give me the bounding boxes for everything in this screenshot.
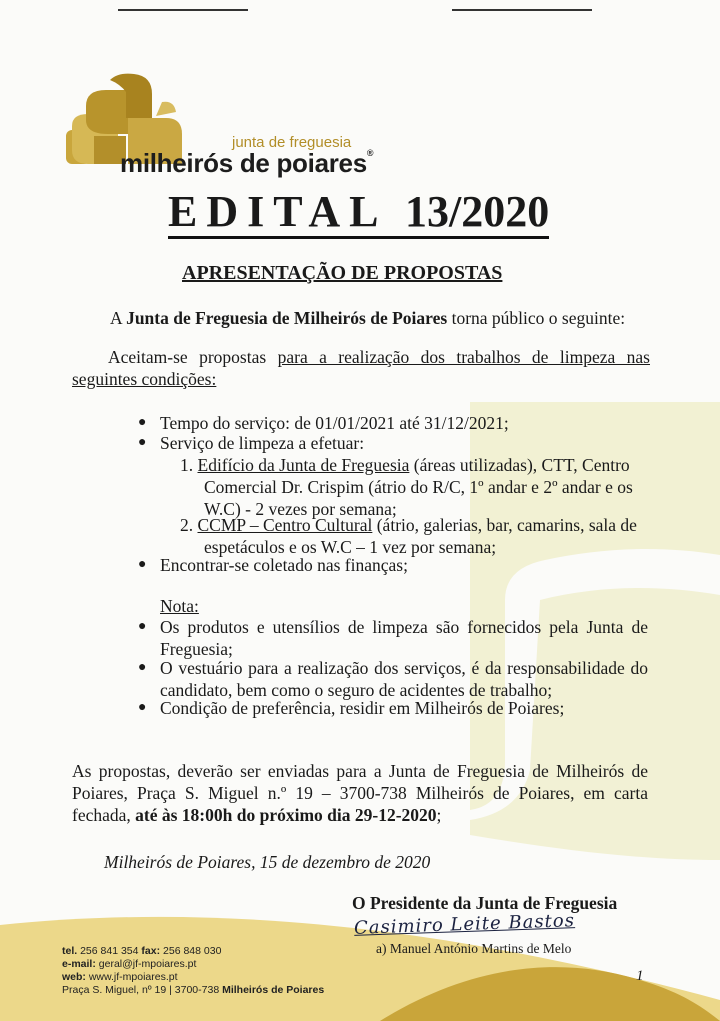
nota-item-1-line-1: Os produtos e utensílios de limpeza são fornecidos pela Junta de <box>160 617 648 637</box>
bullet-service-text: Serviço de limpeza a efetuar: <box>160 433 365 453</box>
bullet-service <box>138 432 365 454</box>
place-date: Milheirós de Poiares, 15 de dezembro de 2020 <box>104 852 431 872</box>
scan-mark-right <box>452 9 592 11</box>
propostas-paragraph <box>72 760 648 826</box>
propostas-line-3 <box>72 804 648 826</box>
bullet-finance <box>138 554 408 576</box>
bullet-dot: ● <box>138 415 147 430</box>
propostas-line-2: Poiares, Praça S. Miguel n.º 19 – 3700-738 Milheirós de Poiares, em carta <box>72 783 648 803</box>
logo-line-2 <box>120 148 373 179</box>
logo-line-2-text: milheirós de poiares <box>120 148 367 178</box>
footer-email-line <box>62 958 324 971</box>
scan-mark-left <box>118 9 248 11</box>
nota-item-2-line-2: candidato, bem como o seguro de acidentes de trabalho; <box>160 680 553 700</box>
footer-address-line <box>62 984 324 997</box>
footer-web-line <box>62 971 324 984</box>
nota-item-2 <box>138 657 648 701</box>
address-place: Milheirós de Poiares <box>222 984 325 996</box>
fax-label: fax: <box>141 945 161 957</box>
bullet-dot: ● <box>138 660 147 675</box>
conditions-line-2 <box>72 368 650 390</box>
page-number: 1 <box>636 968 644 984</box>
logo-line-1: junta de freguesia <box>232 134 352 151</box>
title-word: EDITAL <box>168 187 386 236</box>
nota-label: Nota: <box>160 596 199 616</box>
address-text: Praça S. Miguel, nº 19 | 3700-738 <box>62 984 223 996</box>
signature-name: a) Manuel António Martins de Melo <box>376 941 572 956</box>
tel-label: tel. <box>62 945 78 957</box>
bullet-finance-text: Encontrar-se coletado nas finanças; <box>160 555 408 575</box>
service-item-2-text: (átrio, galerias, bar, camarins, sala de <box>372 515 637 535</box>
conditions-underlined-1: para a realização dos trabalhos de limpeza nas <box>277 347 650 367</box>
bullet-dot: ● <box>138 435 147 450</box>
handwritten-signature: Casimiro Leite Bastos <box>353 910 576 939</box>
bullet-dot: ● <box>138 700 147 715</box>
nota-item-3-text: Condição de preferência, residir em Milheirós de Poiares; <box>160 698 565 718</box>
propostas-deadline: até às 18:00h do próximo dia 29-12-2020 <box>135 805 437 825</box>
document-subtitle: APRESENTAÇÃO DE PROPOSTAS <box>182 262 503 284</box>
conditions-paragraph <box>72 346 650 390</box>
intro-prefix: A <box>110 308 127 328</box>
service-item-1 <box>180 454 650 520</box>
conditions-underlined-2: seguintes condições: <box>72 369 217 389</box>
propostas-l3a: fechada, <box>72 805 136 825</box>
service-item-1-num: 1. <box>180 455 194 475</box>
intro-bold: Junta de Freguesia de Milheirós de Poiares <box>126 308 448 328</box>
document-title <box>168 188 549 239</box>
service-item-2-place: CCMP – Centro Cultural <box>197 515 373 535</box>
service-item-2 <box>180 514 650 558</box>
propostas-line-1: As propostas, deverão ser enviadas para a Junta de Freguesia de Milheirós de <box>72 761 648 781</box>
nota-item-1 <box>138 616 648 660</box>
web-label: web: <box>62 971 86 983</box>
nota-item-3 <box>138 697 565 719</box>
fax-value: 256 848 030 <box>163 945 222 957</box>
title-number: 13/2020 <box>405 187 550 236</box>
propostas-l3c: ; <box>436 805 442 825</box>
service-item-2-line-2: espetáculos e os W.C – 1 vez por semana; <box>204 537 497 557</box>
bullet-dot: ● <box>138 557 147 572</box>
service-item-1-place: Edifício da Junta de Freguesia <box>197 455 410 475</box>
conditions-line-1 <box>72 346 650 368</box>
bullet-period <box>138 412 509 434</box>
intro-paragraph <box>110 307 625 329</box>
intro-suffix: torna público o seguinte: <box>447 308 626 328</box>
service-item-2-num: 2. <box>180 515 194 535</box>
service-item-2-line-1 <box>180 514 650 536</box>
email-label: e-mail: <box>62 958 96 970</box>
tel-value: 256 841 354 <box>80 945 139 957</box>
service-item-1-line-2: Comercial Dr. Crispim (átrio do R/C, 1º andar e 2º andar e os <box>204 477 633 497</box>
footer-tel-line <box>62 945 324 958</box>
registered-mark: ® <box>366 148 374 158</box>
nota-item-2-line-1: O vestuário para a realização dos serviços, é da responsabilidade do <box>160 658 648 678</box>
service-item-1-text: (áreas utilizadas), CTT, Centro <box>409 455 630 475</box>
bullet-dot: ● <box>138 619 147 634</box>
bullet-period-text: Tempo do serviço: de 01/01/2021 até 31/12/2021; <box>160 413 509 433</box>
service-item-1-line-1 <box>180 454 650 476</box>
service-item-1-line-3: W.C) - 2 vezes por semana; <box>204 499 397 519</box>
email-value: geral@jf-mpoiares.pt <box>98 958 197 970</box>
footer-contacts <box>62 945 324 997</box>
signature-role: O Presidente da Junta de Freguesia <box>352 893 618 913</box>
web-value: www.jf-mpoiares.pt <box>88 971 178 983</box>
nota-item-1-line-2: Freguesia; <box>160 639 233 659</box>
conditions-start: Aceitam-se propostas <box>108 347 278 367</box>
